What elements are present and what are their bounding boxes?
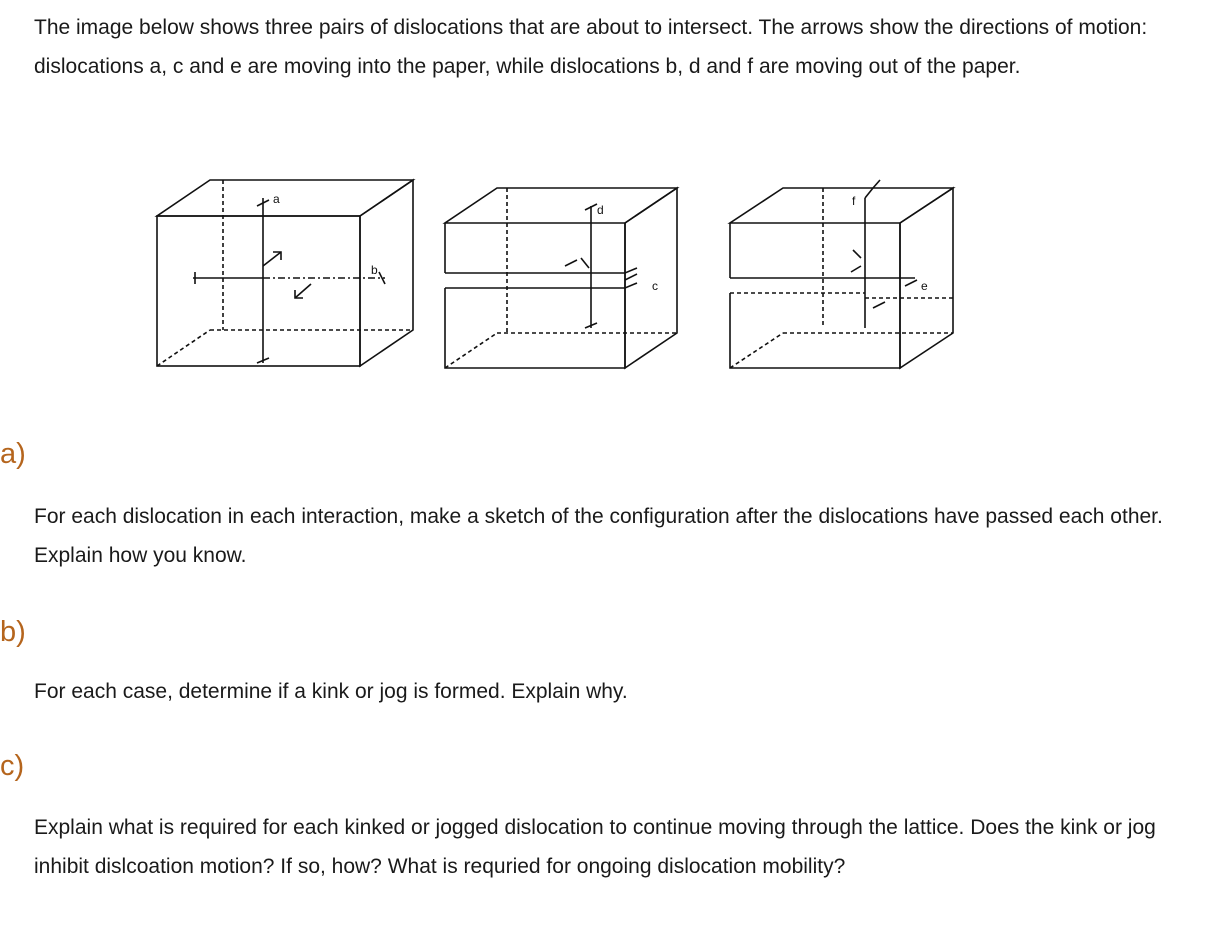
label-e: e — [921, 279, 928, 293]
label-b: b — [371, 263, 378, 277]
label-c: c — [652, 279, 658, 293]
box-3 — [730, 180, 953, 368]
label-a: a — [273, 192, 280, 206]
box-1-top — [157, 180, 413, 216]
part-b-text: For each case, determine if a kink or jog is formed. Explain why. — [34, 680, 628, 703]
label-f: f — [852, 194, 856, 208]
box-2-side — [625, 188, 677, 368]
box-2-front — [445, 223, 625, 368]
dislocation-figure — [145, 168, 965, 378]
part-a-text: For each dislocation in each interaction, make a sketch of the configuration after the dislocations have passed each other. Explain how you know. — [34, 505, 1163, 567]
box-1-front — [157, 216, 360, 366]
box-3-front — [730, 223, 900, 368]
dislocation-diagram — [145, 168, 965, 378]
box-3-top — [730, 188, 953, 223]
intro-paragraph: The image below shows three pairs of dislocations that are about to intersect. The arrows show the directions of motion: dislocations a, c and e are moving into the paper, while dislocations b, d and f are moving out of the paper. — [34, 16, 1148, 78]
part-b-label: b) — [0, 616, 26, 648]
part-a-label: a) — [0, 438, 26, 470]
part-c-label: c) — [0, 750, 25, 782]
box-2-top — [445, 188, 677, 223]
part-c-text: Explain what is required for each kinked or jogged dislocation to continue moving through the lattice. Does the kink or jog inhibit dislcoation motion? If so, how? What is requried for ongoing dislocation mobility? — [34, 816, 1156, 878]
box-1-side — [360, 180, 413, 366]
label-d: d — [597, 203, 604, 217]
box-2 — [445, 188, 677, 368]
